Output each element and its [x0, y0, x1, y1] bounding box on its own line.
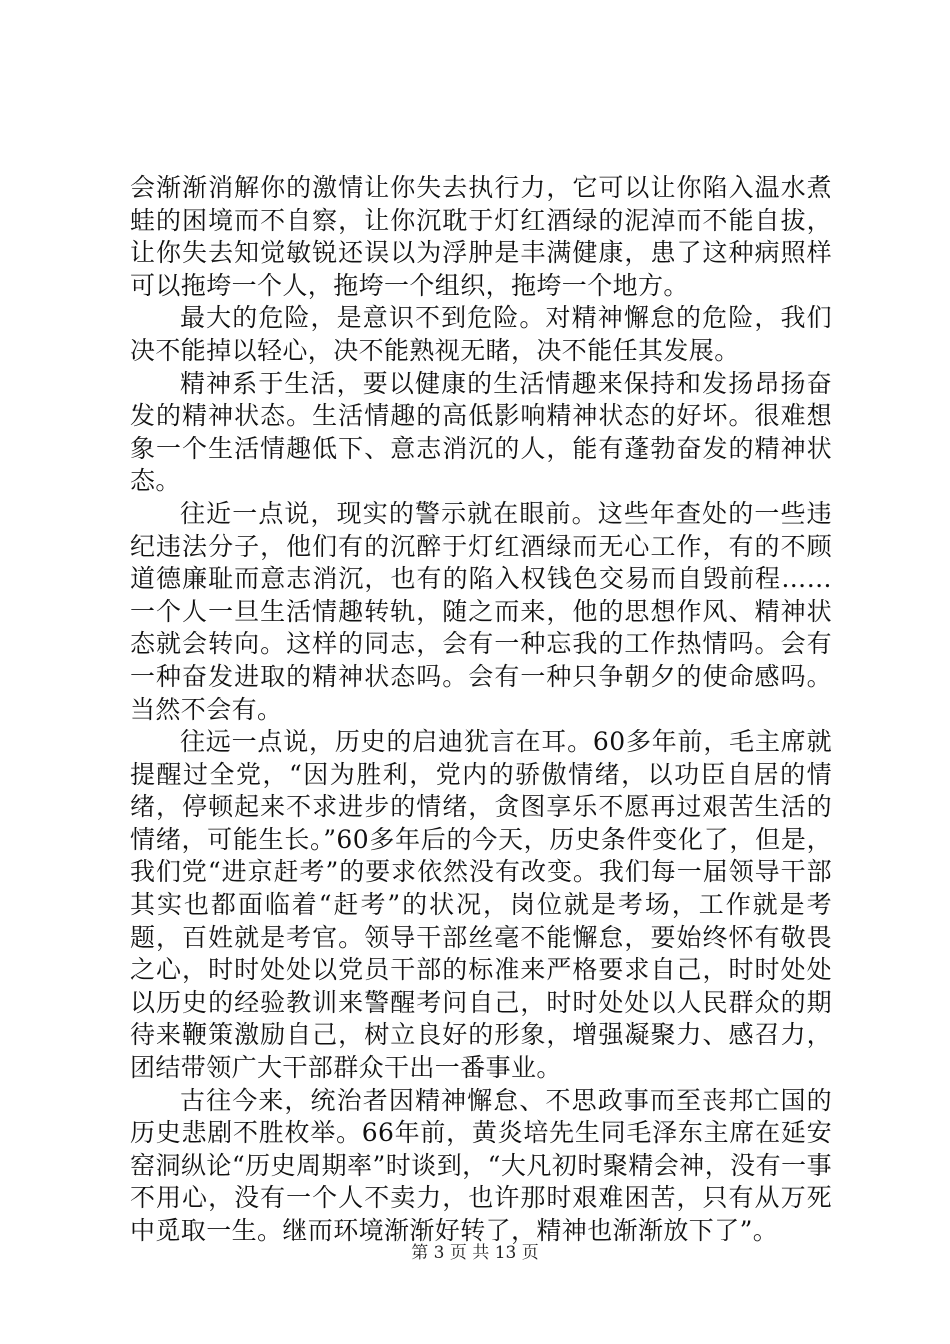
- paragraph-continued: 会渐渐消解你的激情让你失去执行力，它可以让你陷入温水煮蛙的困境而不自察，让你沉耽于灯红酒绿的泥淖而不能自拔，让你失去知觉敏锐还误以为浮肿是丰满健康，患了这种病照样可以拖垮一个人，拖垮一个组织，拖垮一个地方。: [130, 173, 832, 300]
- page-number-footer: 第 3 页 共 13 页: [411, 1243, 539, 1263]
- body-text: [130, 172, 832, 1248]
- paragraph: 最大的危险，是意识不到危险。对精神懈怠的危险，我们决不能掉以轻心，决不能熟视无睹，决不能任其发展。: [130, 303, 832, 365]
- paragraph: 精神系于生活，要以健康的生活情趣来保持和发扬昂扬奋发的精神状态。生活情趣的高低影响精神状态的好坏。很难想象一个生活情趣低下、意志消沉的人，能有蓬勃奋发的精神状态。: [130, 368, 832, 496]
- paragraph: 往远一点说，历史的启迪犹言在耳。60多年前，毛主席就提醒过全党，“因为胜利，党内的骄傲情绪，以功臣自居的情绪，停顿起来不求进步的情绪，贪图享乐不愿再过艰苦生活的情绪，可能生长。”60多年后的今天，历史条件变化了，但是，我们党“进京赶考”的要求依然没有改变。我们每一届领导干部其实也都面临着“赶考”的状况，岗位就是考场，工作就是考题，百姓就是考官。领导干部丝毫不能懈怠，要始终怀有敬畏之心，时时处处以党员干部的标准来严格要求自己，时时处处以历史的经验教训来警醒考问自己，时时处处以人民群众的期待来鞭策激励自己，树立良好的形象，增强凝聚力、感召力，团结带领广大干部群众干出一番事业。: [130, 727, 832, 1083]
- paragraph: 往近一点说，现实的警示就在眼前。这些年查处的一些违纪违法分子，他们有的沉醉于灯红酒绿而无心工作，有的不顾道德廉耻而意志消沉，也有的陷入权钱色交易而自毁前程……一个人一旦生活情趣转轨，随之而来，他的思想作风、精神状态就会转向。这样的同志，会有一种忘我的工作热情吗。会有一种奋发进取的精神状态吗。会有一种只争朝夕的使命感吗。当然不会有。: [130, 498, 832, 724]
- paragraph: 古往今来，统治者因精神懈怠、不思政事而至丧邦亡国的历史悲剧不胜枚举。66年前，黄炎培先生同毛泽东主席在延安窑洞纵论“历史周期率”时谈到，“大凡初时聚精会神，没有一事不用心，没有一个人不卖力，也许那时艰难困苦，只有从万死中觅取一生。继而环境渐渐好转了，精神也渐渐放下了”。: [130, 1085, 832, 1245]
